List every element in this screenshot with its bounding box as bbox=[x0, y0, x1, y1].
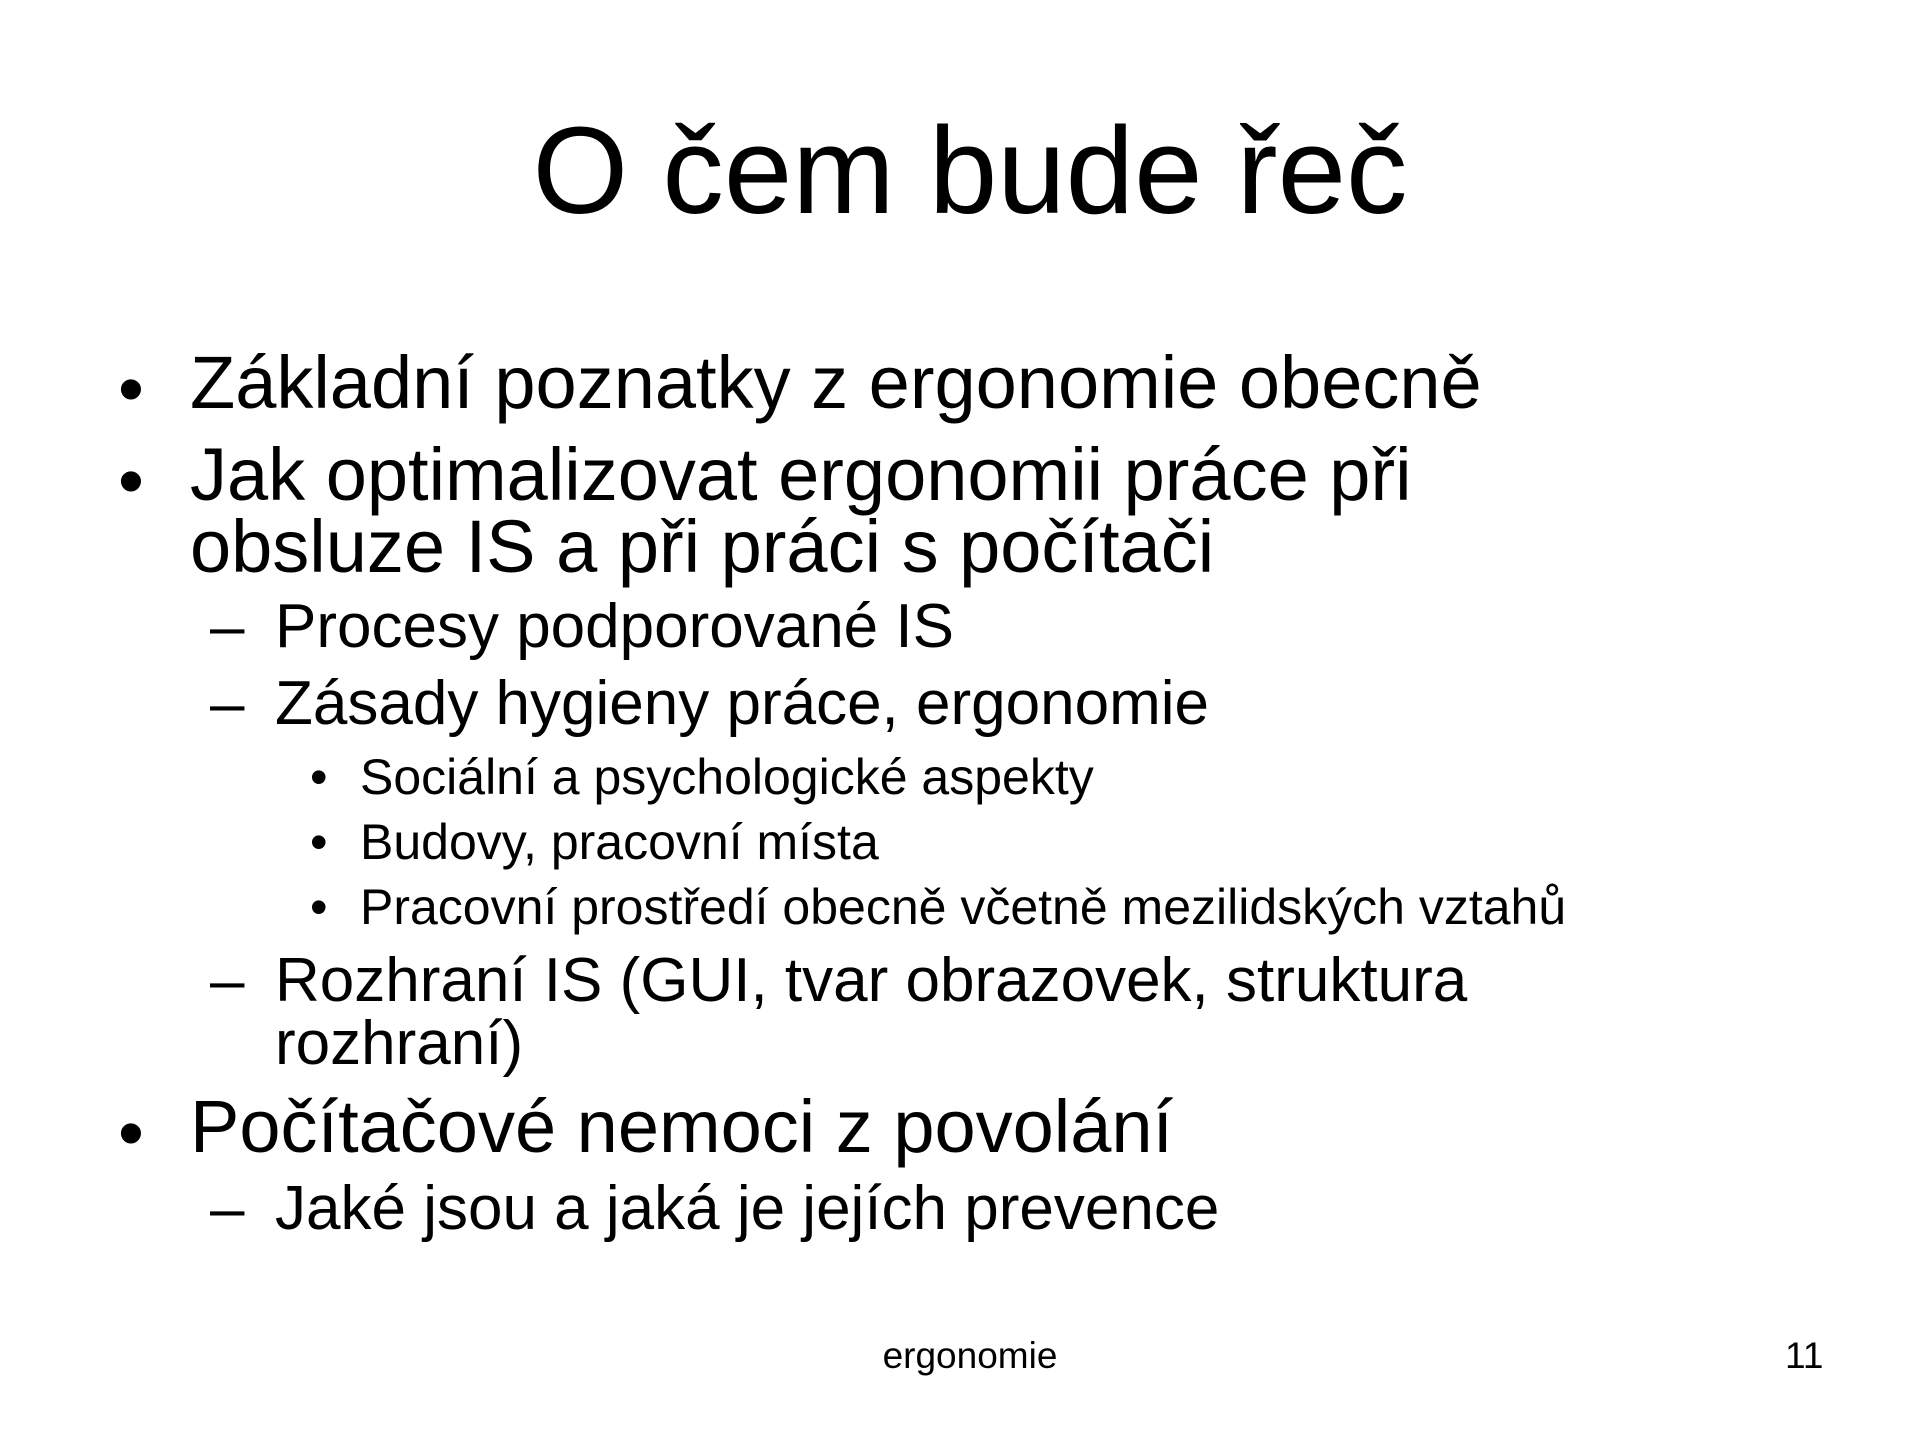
bullet-icon: • bbox=[310, 749, 328, 805]
list-item-level3: Budovy, pracovní místa bbox=[360, 814, 879, 870]
list-item-level3: Sociální a psychologické aspekty bbox=[360, 749, 1094, 805]
list-item-level1: Jak optimalizovat ergonomii práce při bbox=[190, 433, 1412, 516]
list-item-level1: Počítačové nemoci z povolání bbox=[190, 1085, 1174, 1168]
list-item-level2: Rozhraní IS (GUI, tvar obrazovek, struktura bbox=[275, 946, 1468, 1015]
bullet-icon: • bbox=[118, 439, 144, 522]
list-item-level3: Pracovní prostředí obecně včetně mezilidských vztahů bbox=[360, 879, 1567, 935]
list-item-level2: Zásady hygieny práce, ergonomie bbox=[275, 669, 1209, 738]
list-item-level1-continued: obsluze IS a při práci s počítači bbox=[190, 505, 1215, 588]
slide-title: O čem bude řeč bbox=[532, 103, 1408, 240]
dash-icon: – bbox=[210, 669, 245, 738]
dash-icon: – bbox=[210, 1174, 245, 1243]
footer-title: ergonomie bbox=[882, 1335, 1058, 1376]
dash-icon: – bbox=[210, 946, 245, 1015]
list-item-level2: Procesy podporované IS bbox=[275, 592, 954, 661]
bullet-icon: • bbox=[118, 1091, 144, 1174]
dash-icon: – bbox=[210, 592, 245, 661]
bullet-icon: • bbox=[310, 814, 328, 870]
bullet-icon: • bbox=[118, 347, 144, 430]
list-item-level1: Základní poznatky z ergonomie obecně bbox=[190, 341, 1482, 424]
bullet-icon: • bbox=[310, 879, 328, 935]
page-number: 11 bbox=[1785, 1335, 1824, 1376]
list-item-level2-continued: rozhraní) bbox=[275, 1009, 524, 1078]
list-item-level2: Jaké jsou a jaká je jejích prevence bbox=[275, 1174, 1220, 1243]
